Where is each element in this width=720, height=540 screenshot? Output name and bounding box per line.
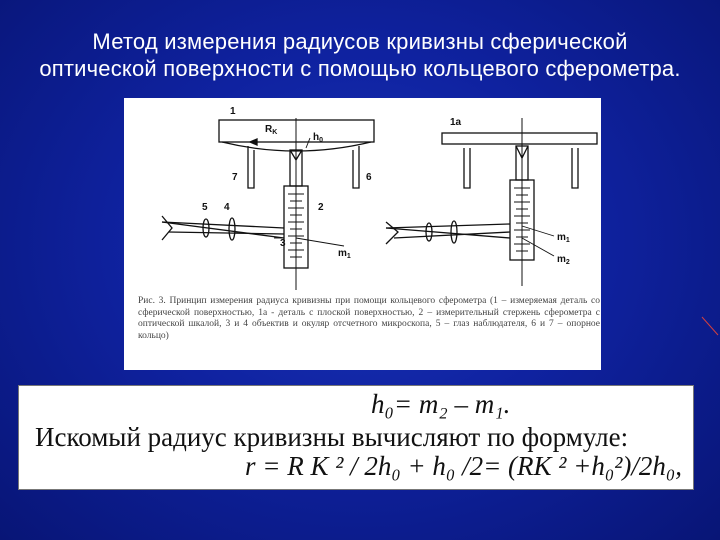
label-7: 7 xyxy=(232,172,238,183)
objective-lens-3 xyxy=(229,218,235,240)
flat-part-1a xyxy=(442,133,597,144)
label-1a: 1a xyxy=(450,117,462,128)
label-4: 4 xyxy=(224,202,230,213)
eye-5 xyxy=(162,216,172,240)
label-3: 3 xyxy=(280,238,286,249)
support-leg-6 xyxy=(353,146,359,188)
slide-title xyxy=(0,28,720,82)
label-5: 5 xyxy=(202,202,208,213)
label-m2-right: $m_2$ xyxy=(557,254,570,266)
formula-description: Искомый радиус кривизны вычисляют по формуле: xyxy=(35,422,629,452)
label-m1-right: $m_1$ xyxy=(557,232,570,244)
decorative-line-icon xyxy=(700,315,720,339)
label-h0: $h_0$ xyxy=(313,132,324,144)
label-1: 1 xyxy=(230,106,236,117)
formula-radius: r = R K ² / 2h₀ + h₀ /2= (RK ² +h₀²)/2h₀, xyxy=(245,451,682,481)
left-schematic xyxy=(162,118,374,290)
spherometer-figure xyxy=(124,98,601,370)
slide-title-line-1: Метод измерения радиусов кривизны сферической xyxy=(92,29,628,54)
label-6: 6 xyxy=(366,172,372,183)
support-leg-7 xyxy=(248,146,254,188)
slide-title-line-2: оптической поверхности с помощью кольцевого сферометра. xyxy=(39,56,681,81)
figure-caption: Рис. 3. Принцип измерения радиуса кривизны при помощи кольцевого сферометра (1 – измеряемая деталь со сферической поверхностью, 1а - деталь с плоской поверхностью, 2 – измерительный стержень сферометра с оптической шкалой, 3 и 4 объектив и окуляр отсчетного микроскопа, 5 – глаз наблюдателя, 6 и 7 – опорное кольцо) xyxy=(138,296,600,341)
formula-h0: h₀= m₂ – m₁. xyxy=(371,389,511,419)
formula-box xyxy=(18,385,694,490)
right-support-leg-right xyxy=(572,148,578,188)
label-rk: $R_K$ xyxy=(265,124,278,136)
right-support-leg-left xyxy=(464,148,470,188)
label-2: 2 xyxy=(318,202,324,213)
label-m1-left: $m_1$ xyxy=(338,248,351,260)
